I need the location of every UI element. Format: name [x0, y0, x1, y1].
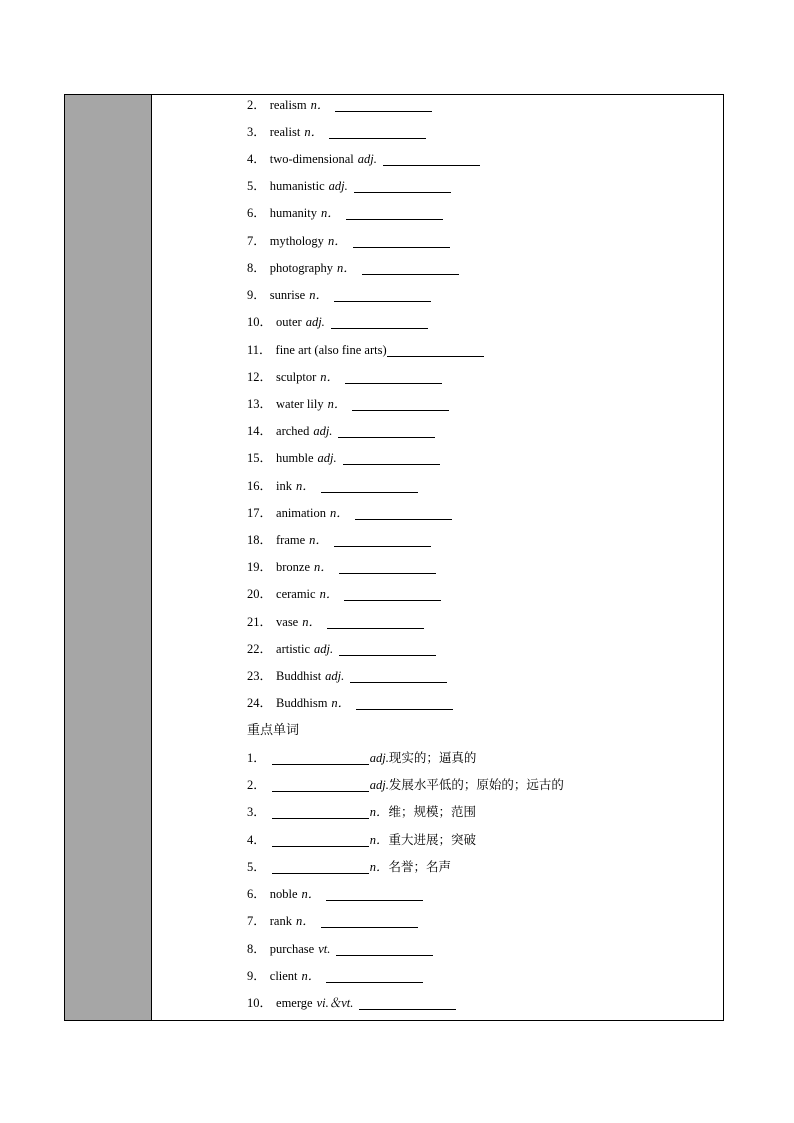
vocab-row: 12． sculptor n． [247, 367, 442, 387]
vocab-row: 6． humanity n． [247, 203, 443, 223]
vocab-row: 5． humanistic adj. [247, 176, 451, 196]
answer-blank[interactable] [383, 153, 480, 166]
answer-blank[interactable] [339, 561, 436, 574]
answer-blank[interactable] [334, 534, 431, 547]
vocab-row: 18． frame n． [247, 530, 431, 550]
answer-blank[interactable] [272, 752, 369, 765]
vocab-row: 11． fine art (also fine arts) [247, 340, 484, 360]
key-word-row: 3． n． 维；规模；范围 [247, 804, 477, 819]
answer-blank[interactable] [321, 915, 418, 928]
vocab-row: 3． realist n． [247, 122, 426, 142]
vocab-row: 24． Buddhism n． [247, 693, 453, 713]
answer-blank[interactable] [387, 344, 484, 357]
answer-blank[interactable] [272, 806, 369, 819]
vocab-row: 7． mythology n． [247, 231, 450, 251]
answer-blank[interactable] [339, 643, 436, 656]
key-word-row: 5． n． 名誉；名声 [247, 859, 452, 874]
content-column [152, 95, 723, 1020]
key-word-row: 4． n． 重大进展；突破 [247, 832, 477, 847]
answer-blank[interactable] [326, 888, 423, 901]
answer-blank[interactable] [329, 126, 426, 139]
answer-blank[interactable] [272, 834, 369, 847]
vocab-row: 22． artistic adj. [247, 639, 436, 659]
answer-blank[interactable] [344, 588, 441, 601]
answer-blank[interactable] [350, 670, 447, 683]
answer-blank[interactable] [272, 861, 369, 874]
vocab-row: 13． water lily n． [247, 394, 449, 414]
answer-blank[interactable] [355, 507, 452, 520]
answer-blank[interactable] [354, 180, 451, 193]
answer-blank[interactable] [321, 480, 418, 493]
vocab-row: 20． ceramic n． [247, 584, 441, 604]
vocab-row: 17． animation n． [247, 503, 452, 523]
vocab-row: 2． realism n． [247, 95, 432, 115]
answer-blank[interactable] [327, 616, 424, 629]
key-word-row: 8． purchase vt. [247, 939, 433, 959]
answer-blank[interactable] [338, 425, 435, 438]
vocab-row: 21． vase n． [247, 612, 424, 632]
key-word-row: 9． client n． [247, 966, 423, 986]
answer-blank[interactable] [272, 779, 369, 792]
vocab-row: 4． two-dimensional adj. [247, 149, 480, 169]
vocab-row: 15． humble adj. [247, 448, 440, 468]
answer-blank[interactable] [346, 207, 443, 220]
answer-blank[interactable] [353, 235, 450, 248]
vocab-row: 16． ink n． [247, 476, 418, 496]
section-heading: 重点单词 [247, 723, 300, 738]
vocab-row: 23． Buddhist adj. [247, 666, 447, 686]
key-word-row: 7． rank n． [247, 911, 418, 931]
vocab-row: 8． photography n． [247, 258, 459, 278]
worksheet-table [64, 94, 724, 1021]
key-word-row: 1． adj. 现实的；逼真的 [247, 750, 477, 765]
answer-blank[interactable] [359, 997, 456, 1010]
answer-blank[interactable] [362, 262, 459, 275]
answer-blank[interactable] [331, 316, 428, 329]
answer-blank[interactable] [336, 943, 433, 956]
vocab-row: 14． arched adj. [247, 421, 435, 441]
answer-blank[interactable] [343, 452, 440, 465]
answer-blank[interactable] [352, 398, 449, 411]
key-word-row: 6． noble n． [247, 884, 423, 904]
key-word-row: 2． adj. 发展水平低的；原始的；远古的 [247, 777, 564, 792]
answer-blank[interactable] [326, 970, 423, 983]
answer-blank[interactable] [356, 697, 453, 710]
side-column [65, 95, 152, 1020]
vocab-row: 9． sunrise n． [247, 285, 431, 305]
key-word-row: 10． emerge vi.＆vt. [247, 993, 456, 1013]
answer-blank[interactable] [334, 289, 431, 302]
answer-blank[interactable] [345, 371, 442, 384]
vocab-row: 10． outer adj. [247, 312, 428, 332]
answer-blank[interactable] [335, 99, 432, 112]
vocab-row: 19． bronze n． [247, 557, 436, 577]
